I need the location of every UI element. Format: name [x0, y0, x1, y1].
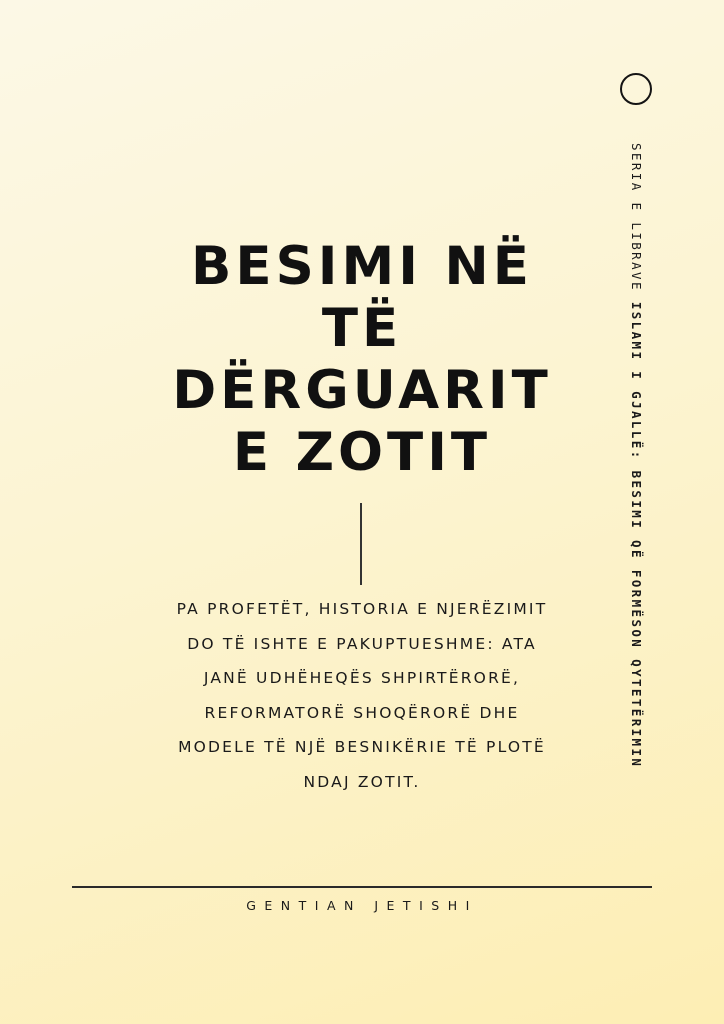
title-line: E ZOTIT — [232, 422, 492, 483]
vertical-divider — [360, 503, 362, 585]
circle-outline-icon — [620, 73, 652, 105]
tagline-line: JANË UDHËHEQËS SHPIRTËRORË, — [203, 669, 521, 687]
title-line: TË — [321, 298, 403, 359]
tagline — [150, 592, 574, 799]
book-title — [0, 236, 724, 484]
tagline-line: NDAJ ZOTIT. — [303, 772, 421, 791]
author-name: GENTIAN JETISHI — [246, 898, 478, 913]
tagline-line: PA PROFETËT, HISTORIA E NJERËZIMIT — [176, 600, 548, 618]
horizontal-divider — [72, 886, 652, 888]
series-prefix: SERIA E LIBRAVE — [629, 143, 644, 292]
series-name: ISLAMI I GJALLË: BESIMI QË FORMËSON QYTETËRIMIN — [629, 301, 644, 769]
tagline-line: MODELE TË NJË BESNIKËRIE TË PLOTË — [178, 738, 546, 756]
title-line: DËRGUARIT — [172, 360, 552, 421]
tagline-line: REFORMATORË SHOQËRORË DHE — [204, 703, 520, 722]
tagline-line: DO TË ISHTE E PAKUPTUESHME: ATA — [187, 634, 537, 653]
title-line: BESIMI NË — [191, 236, 533, 297]
